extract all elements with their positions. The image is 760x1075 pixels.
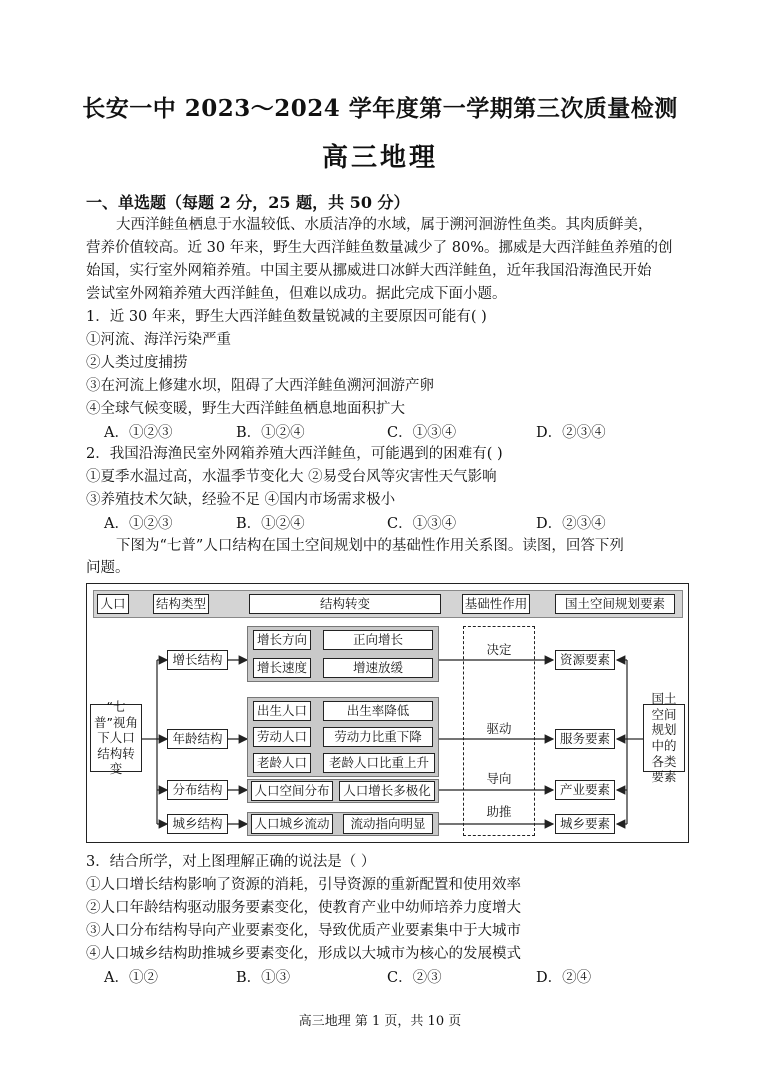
question-2-options xyxy=(104,512,684,534)
passage1-line: 大西洋鲑鱼栖息于水温较低、水质洁净的水域，属于溯河洄游性鱼类。其肉质鲜美， xyxy=(116,217,653,233)
right-box-planning-elements: 国土空间规划中的各类要素 xyxy=(643,704,685,772)
detail-labor-share-drop: 劳动力比重下降 xyxy=(323,727,433,747)
option-a[interactable]: A．①②③ xyxy=(104,516,173,532)
option-b[interactable]: B．①②④ xyxy=(236,516,305,532)
detail-urban-rural-flow: 人口城乡流动 xyxy=(251,814,333,834)
question-1-stem: 1．近 30 年来，野生大西洋鲑鱼数量锐减的主要原因可能有( ) xyxy=(86,309,487,325)
question-1-item: ①河流、海洋污染严重 xyxy=(86,332,231,348)
structure-urban-rural: 城乡结构 xyxy=(167,814,228,834)
structure-age: 年龄结构 xyxy=(167,729,228,749)
detail-growth-speed: 增长速度 xyxy=(253,658,311,678)
option-d[interactable]: D．②③④ xyxy=(536,425,606,441)
passage1-line: 营养价值较高。近 30 年来，野生大西洋鲑鱼数量减少了 80%。挪威是大西洋鲑鱼养殖的创 xyxy=(86,240,673,256)
question-2-item: ①夏季水温过高，水温季节变化大 ②易受台风等灾害性天气影响 xyxy=(86,469,497,485)
left-box-census-view: “七普”视角下人口结构转变 xyxy=(90,704,142,772)
detail-slowing-growth: 增速放缓 xyxy=(323,658,433,678)
option-d[interactable]: D．②④ xyxy=(536,970,592,986)
element-urban-rural: 城乡要素 xyxy=(555,814,615,834)
question-3-options xyxy=(104,966,684,988)
passage1-line: 始国，实行室外网箱养殖。中国主要从挪威进口冰鲜大西洋鲑鱼，近年我国沿海渔民开始 xyxy=(86,263,652,279)
exam-subject: 高三地理 xyxy=(321,143,438,173)
question-3-item: ④人口城乡结构助推城乡要素变化，形成以大城市为核心的发展模式 xyxy=(86,946,521,962)
detail-spatial-distribution: 人口空间分布 xyxy=(251,781,333,801)
option-a[interactable]: A．①②③ xyxy=(104,425,173,441)
option-d[interactable]: D．②③④ xyxy=(536,516,606,532)
detail-multipolar-growth: 人口增长多极化 xyxy=(339,781,435,801)
detail-birth-population: 出生人口 xyxy=(253,701,311,721)
element-services: 服务要素 xyxy=(555,729,615,749)
question-3-stem: 3．结合所学，对上图理解正确的说法是（ ） xyxy=(86,854,376,870)
top-box-basic-role: 基础性作用 xyxy=(462,594,530,614)
role-guide: 导向 xyxy=(486,771,512,786)
question-1-item: ②人类过度捕捞 xyxy=(86,355,188,371)
population-structure-diagram xyxy=(86,583,689,843)
detail-clear-flow-direction: 流动指向明显 xyxy=(343,814,433,834)
detail-elderly-share-rise: 老龄人口比重上升 xyxy=(323,753,435,773)
detail-elderly-population: 老龄人口 xyxy=(253,753,311,773)
question-3-item: ②人口年龄结构驱动服务要素变化，使教育产业中幼师培养力度增大 xyxy=(86,900,521,916)
exam-title: 长安一中 2023～2024 学年度第一学期第三次质量检测 xyxy=(82,95,678,122)
detail-positive-growth: 正向增长 xyxy=(323,630,433,650)
element-industry: 产业要素 xyxy=(555,780,615,800)
question-3-item: ③人口分布结构导向产业要素变化，导致优质产业要素集中于大城市 xyxy=(86,923,521,939)
option-c[interactable]: C．①③④ xyxy=(387,516,457,532)
question-1-item: ④全球气候变暖，野生大西洋鲑鱼栖息地面积扩大 xyxy=(86,401,405,417)
structure-distribution: 分布结构 xyxy=(167,780,228,800)
section-heading: 一、单选题（每题 2 分，25 题，共 50 分） xyxy=(86,193,410,212)
detail-birth-rate-drop: 出生率降低 xyxy=(323,701,433,721)
passage1-line: 尝试室外网箱养殖大西洋鲑鱼，但难以成功。据此完成下面小题。 xyxy=(86,286,507,302)
top-box-population: 人口 xyxy=(97,594,129,614)
top-box-planning-elements: 国土空间规划要素 xyxy=(555,594,675,614)
role-determine: 决定 xyxy=(486,642,512,657)
option-c[interactable]: C．①③④ xyxy=(387,425,457,441)
option-c[interactable]: C．②③ xyxy=(387,970,442,986)
page-footer: 高三地理 第 1 页，共 10 页 xyxy=(298,1014,462,1029)
passage2-line: 问题。 xyxy=(86,560,130,576)
top-box-structure-type: 结构类型 xyxy=(153,594,209,614)
question-2-item: ③养殖技术欠缺，经验不足 ④国内市场需求极小 xyxy=(86,492,396,508)
detail-labor-population: 劳动人口 xyxy=(253,727,311,747)
question-3-item: ①人口增长结构影响了资源的消耗，引导资源的重新配置和使用效率 xyxy=(86,877,521,893)
option-b[interactable]: B．①③ xyxy=(236,970,291,986)
question-1-item: ③在河流上修建水坝，阻碍了大西洋鲑鱼溯河洄游产卵 xyxy=(86,378,434,394)
element-resources: 资源要素 xyxy=(555,650,615,670)
role-promote: 助推 xyxy=(486,804,512,819)
question-2-stem: 2．我国沿海渔民室外网箱养殖大西洋鲑鱼，可能遇到的困难有( ) xyxy=(86,446,503,462)
passage2-line: 下图为“七普”人口结构在国土空间规划中的基础性作用关系图。读图，回答下列 xyxy=(116,538,624,554)
question-1-options xyxy=(104,421,684,443)
structure-growth: 增长结构 xyxy=(167,650,228,670)
detail-growth-direction: 增长方向 xyxy=(253,630,311,650)
top-box-structure-change: 结构转变 xyxy=(249,594,441,614)
option-b[interactable]: B．①②④ xyxy=(236,425,305,441)
option-a[interactable]: A．①② xyxy=(104,970,158,986)
role-drive: 驱动 xyxy=(486,721,512,736)
